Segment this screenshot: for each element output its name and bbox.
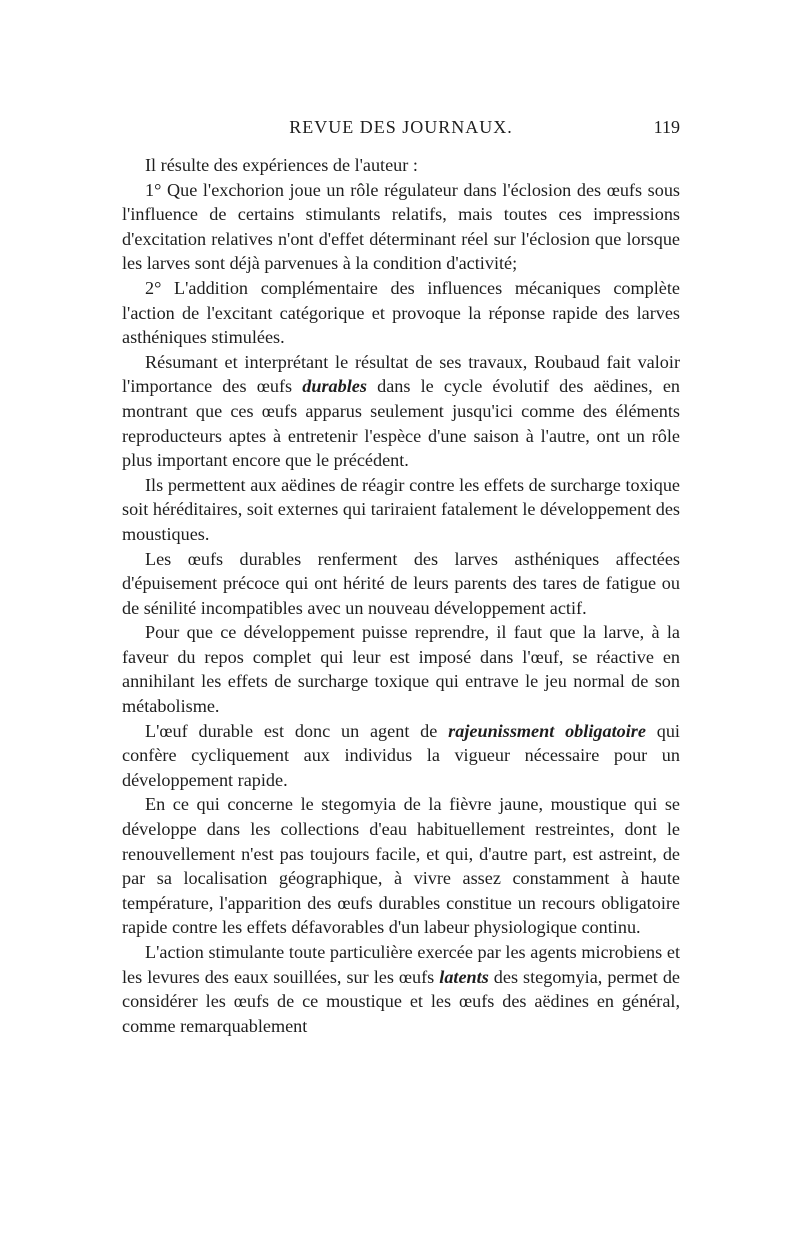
italic-term: latents <box>439 966 489 987</box>
paragraph <box>122 940 680 1038</box>
paragraph <box>122 153 680 178</box>
paragraph-text: 2° L'addition complémentaire des influences mécaniques complète l'action de l'excitant catégorique et provoque la réponse rapide des larves asthéniques stimulées. <box>122 277 680 348</box>
paragraph-text: des stegomyia, permet de considérer les œufs de ce moustique et les œufs des aëdines en général, comme remarquablement <box>122 966 680 1036</box>
running-head <box>122 117 680 147</box>
paragraph <box>122 620 680 718</box>
paragraph-text: Les œufs durables renferment des larves asthéniques affectées d'épuisement précoce qui ont hérité de leurs parents des tares de fatigue ou de sénilité incompatibles avec un nouveau développement actif. <box>122 548 680 618</box>
paragraph <box>122 276 680 350</box>
paragraph <box>122 350 680 473</box>
paragraph-text: qui confère cycliquement aux individus la vigueur nécessaire pour un développement rapide. <box>122 720 680 790</box>
paragraph-text: L'œuf durable est donc un agent de <box>145 720 449 741</box>
paragraph-text: dans le cycle évolutif des aëdines, en montrant que ces œufs apparus seulement jusqu'ici comme des éléments reproducteurs aptes à entretenir l'espèce d'une saison à l'autre, ont un rôle plus important encore que le précédent. <box>122 376 680 471</box>
paragraph-text: Ils permettent aux aëdines de réagir contre les effets de surcharge toxique soit héréditaires, soit externes qui tariraient fatalement le développement des moustiques. <box>122 474 680 544</box>
paragraph <box>122 473 680 547</box>
italic-term: durables <box>302 376 367 397</box>
paragraph <box>122 792 680 940</box>
paragraph-text: En ce qui concerne le stegomyia de la fièvre jaune, moustique qui se développe dans les collections d'eau habituellement restreintes, dont le renouvellement n'est pas toujours facile, et qui, d'autre part, est astreint, de par sa localisation géographique, à vivre assez constamment à haute température, l'apparition des œufs durables constitue un recours obligatoire rapide contre les effets défavorables d'un labeur physiologique continu. <box>122 794 680 938</box>
paragraph <box>122 547 680 621</box>
running-title: REVUE DES JOURNAUX. <box>289 117 513 137</box>
paragraph <box>122 178 680 276</box>
paragraph-text: L'action stimulante toute particulière exercée par les agents microbiens et les levures des eaux souillées, sur les œufs <box>122 942 680 987</box>
page-number: 119 <box>653 117 680 137</box>
body-text <box>122 153 680 1038</box>
paragraph-text: 1° Que l'exchorion joue un rôle régulateur dans l'éclosion des œufs sous l'influence de certains stimulants relatifs, mais toutes ces impressions d'excitation relatives n'ont d'effet déterminant réel sur l'éclosion que lorsque les larves sont déjà parvenues à la condition d'activité; <box>122 179 680 274</box>
paragraph-text: Il résulte des expériences de l'auteur : <box>145 155 418 175</box>
paragraph-text: Résumant et interprétant le résultat de ses travaux, Roubaud fait valoir l'importance des œufs <box>122 351 680 397</box>
italic-term: rajeunissment obligatoire <box>448 720 646 741</box>
paragraph <box>122 719 680 793</box>
paragraph-text: Pour que ce développement puisse reprendre, il faut que la larve, à la faveur du repos complet qui leur est imposé dans l'œuf, se réactive en annihilant les effets de surcharge toxique qui entrave le jeu normal de son métabolisme. <box>122 622 680 717</box>
